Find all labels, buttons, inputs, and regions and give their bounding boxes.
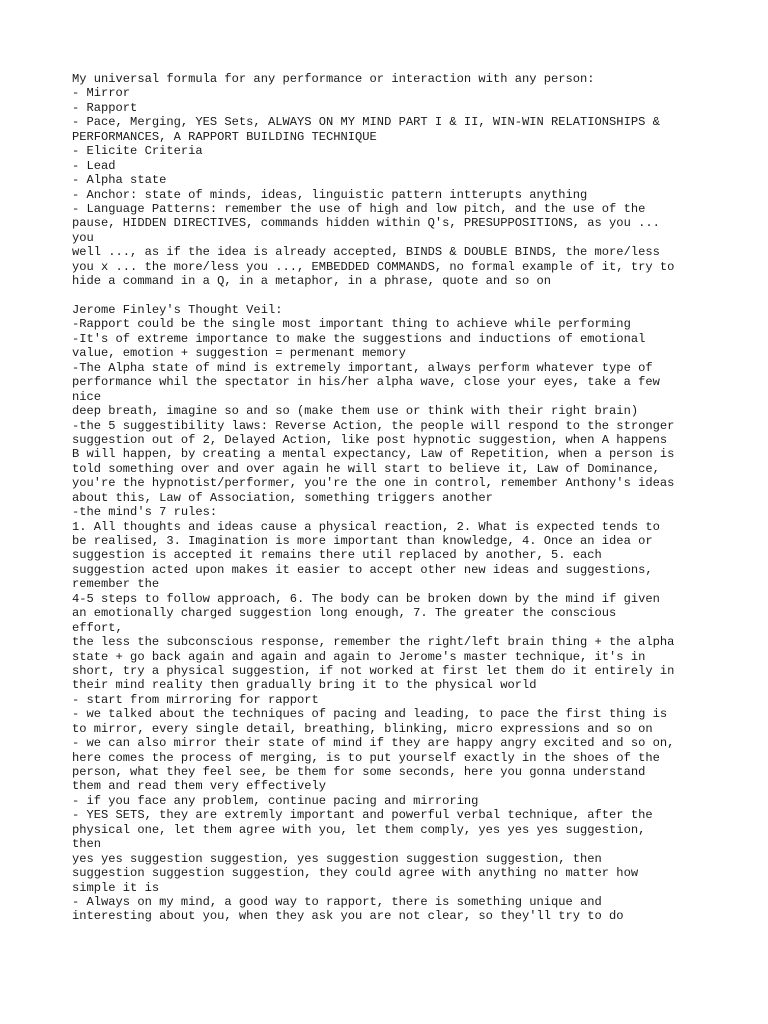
document-line: to mirror, every single detail, breathing, blinking, micro expressions and so on bbox=[72, 721, 653, 736]
document-line: told something over and over again he will start to believe it, Law of Dominance, bbox=[72, 461, 660, 476]
document-line: their mind reality then gradually bring it to the physical world bbox=[72, 678, 537, 693]
document-line: the less the subconscious response, remember the right/left brain thing + the alpha bbox=[72, 635, 675, 650]
document-line: you x ... the more/less you ..., EMBEDDED COMMANDS, no formal example of it, try to bbox=[72, 259, 675, 274]
document-line: -Rapport could be the single most important thing to achieve while performing bbox=[72, 317, 631, 332]
document-line: - YES SETS, they are extremly important and powerful verbal technique, after the bbox=[72, 808, 653, 823]
document-line: - Alpha state bbox=[72, 173, 167, 188]
document-line: nice bbox=[72, 389, 102, 404]
document-line: - Mirror bbox=[72, 86, 131, 101]
document-line: suggestion suggestion suggestion, they could agree with anything no matter how bbox=[72, 866, 639, 881]
document-line: you bbox=[72, 230, 94, 245]
document-line: simple it is bbox=[72, 880, 160, 895]
document-line: 4-5 steps to follow approach, 6. The body can be broken down by the mind if given bbox=[72, 591, 660, 606]
document-line: yes yes suggestion suggestion, yes suggestion suggestion suggestion, then bbox=[72, 851, 602, 866]
document-line: B will happen, by creating a mental expectancy, Law of Repetition, when a person is bbox=[72, 447, 675, 462]
document-line: -It's of extreme importance to make the suggestions and inductions of emotional bbox=[72, 331, 646, 346]
document-line: - Anchor: state of minds, ideas, linguistic pattern intterupts anything bbox=[72, 187, 588, 202]
document-line: an emotionally charged suggestion long enough, 7. The greater the conscious bbox=[72, 606, 617, 621]
document-line: physical one, let them agree with you, let them comply, yes yes yes suggestion, bbox=[72, 822, 646, 837]
document-line: - start from mirroring for rapport bbox=[72, 692, 319, 707]
document-line: - Pace, Merging, YES Sets, ALWAYS ON MY MIND PART I & II, WIN-WIN RELATIONSHIPS & bbox=[72, 115, 660, 130]
document-line: be realised, 3. Imagination is more important than knowledge, 4. Once an idea or bbox=[72, 534, 653, 548]
document-line: suggestion out of 2, Delayed Action, like post hypnotic suggestion, when A happens bbox=[72, 432, 668, 447]
document-line: deep breath, imagine so and so (make them use or think with their right brain) bbox=[72, 404, 639, 419]
document-line: you're the hypnotist/performer, you're the one in control, remember Anthony's ideas bbox=[72, 476, 675, 491]
document-line: 1. All thoughts and ideas cause a physical reaction, 2. What is expected tends to bbox=[72, 519, 660, 534]
document-line: -The Alpha state of mind is extremely important, always perform whatever type of bbox=[72, 360, 653, 375]
document-line: value, emotion + suggestion = permenant memory bbox=[72, 346, 406, 361]
document-line: pause, HIDDEN DIRECTIVES, commands hidden within Q's, PRESUPPOSITIONS, as you ... bbox=[72, 216, 660, 231]
document-line: - Lead bbox=[72, 158, 116, 173]
document-line: - we can also mirror their state of mind if they are happy angry excited and so on, bbox=[72, 736, 675, 751]
document-line: suggestion acted upon makes it easier to accept other new ideas and suggestions, bbox=[72, 562, 653, 577]
document-line: -the 5 suggestibility laws: Reverse Action, the people will respond to the stronger bbox=[72, 418, 675, 433]
document-line: - if you face any problem, continue pacing and mirroring bbox=[72, 793, 479, 808]
document-line: short, try a physical suggestion, if not worked at first let them do it entirely in bbox=[72, 663, 675, 678]
document-body bbox=[72, 72, 702, 924]
document-line: - Always on my mind, a good way to rapport, there is something unique and bbox=[72, 894, 602, 909]
document-line: - Rapport bbox=[72, 100, 138, 115]
document-line: interesting about you, when they ask you are not clear, so they'll try to do bbox=[72, 909, 624, 924]
document-line: person, what they feel see, be them for some seconds, here you gonna understand bbox=[72, 765, 646, 779]
document-line: remember the bbox=[72, 577, 160, 592]
document-line: hide a command in a Q, in a metaphor, in a phrase, quote and so on bbox=[72, 274, 551, 289]
document-line: them and read them very effectively bbox=[72, 779, 327, 794]
document-line: My universal formula for any performance or interaction with any person: bbox=[72, 72, 595, 86]
document-line: about this, Law of Association, something triggers another bbox=[72, 490, 493, 505]
document-line: PERFORMANCES, A RAPPORT BUILDING TECHNIQUE bbox=[72, 129, 377, 144]
document-line: - Language Patterns: remember the use of high and low pitch, and the use of the bbox=[72, 201, 646, 216]
document-line: -the mind's 7 rules: bbox=[72, 505, 218, 520]
document-line: Jerome Finley's Thought Veil: bbox=[72, 303, 283, 317]
document-line: state + go back again and again and again to Jerome's master technique, it's in bbox=[72, 649, 646, 664]
document-line: - we talked about the techniques of pacing and leading, to pace the first thing is bbox=[72, 707, 668, 722]
document-line: then bbox=[72, 837, 102, 852]
document-line bbox=[72, 289, 702, 303]
document-line: performance whil the spectator in his/her alpha wave, close your eyes, take a few bbox=[72, 375, 660, 390]
document-line: well ..., as if the idea is already accepted, BINDS & DOUBLE BINDS, the more/less bbox=[72, 245, 660, 260]
document-line: here comes the process of merging, is to put yourself exactly in the shoes of the bbox=[72, 750, 660, 765]
document-line: effort, bbox=[72, 620, 123, 635]
document-line: suggestion is accepted it remains there util replaced by another, 5. each bbox=[72, 548, 602, 563]
document-line: - Elicite Criteria bbox=[72, 144, 203, 159]
